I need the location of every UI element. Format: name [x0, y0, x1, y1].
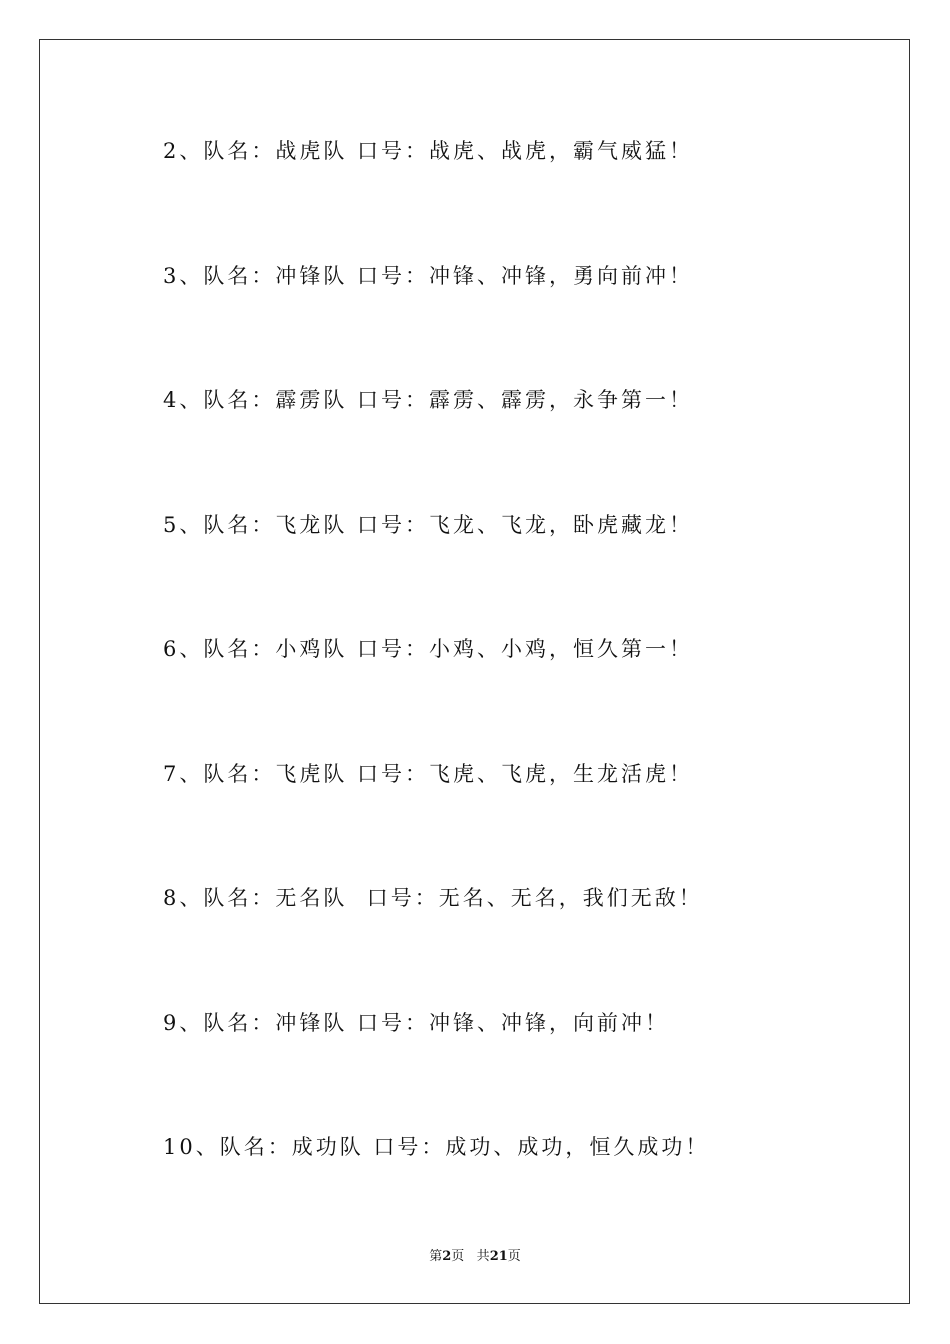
- list-item: 5、队名：飞龙队 口号：飞龙、飞龙，卧虎藏龙！: [163, 512, 694, 537]
- list-item: 6、队名：小鸡队 口号：小鸡、小鸡，恒久第一！: [163, 637, 694, 661]
- list-item: 10、队名：成功队 口号：成功、成功，恒久成功！: [163, 1135, 710, 1159]
- total-page-count: 21: [489, 1249, 508, 1264]
- list-item: 2、队名：战虎队 口号：战虎、战虎，霸气威猛！: [163, 139, 694, 163]
- footer-total-prefix: 共: [476, 1249, 490, 1264]
- footer-prefix: 第: [429, 1249, 443, 1264]
- list-item: 8、队名：无名队 口号：无名、无名，我们无敌！: [163, 886, 703, 910]
- list-item: 7、队名：飞虎队 口号：飞虎、飞虎，生龙活虎！: [163, 761, 694, 786]
- slogan-list: [163, 133, 709, 1254]
- list-item: 9、队名：冲锋队 口号：冲锋、冲锋，向前冲！: [163, 1010, 670, 1035]
- list-item: 4、队名：霹雳队 口号：霹雳、霹雳，永争第一！: [163, 388, 694, 412]
- list-item: 3、队名：冲锋队 口号：冲锋、冲锋，勇向前冲！: [163, 263, 694, 288]
- current-page-number: 2: [442, 1249, 452, 1264]
- footer-total-suffix: 页: [507, 1249, 521, 1264]
- page-footer: [0, 1247, 950, 1267]
- footer-page-suffix: 页: [451, 1249, 465, 1264]
